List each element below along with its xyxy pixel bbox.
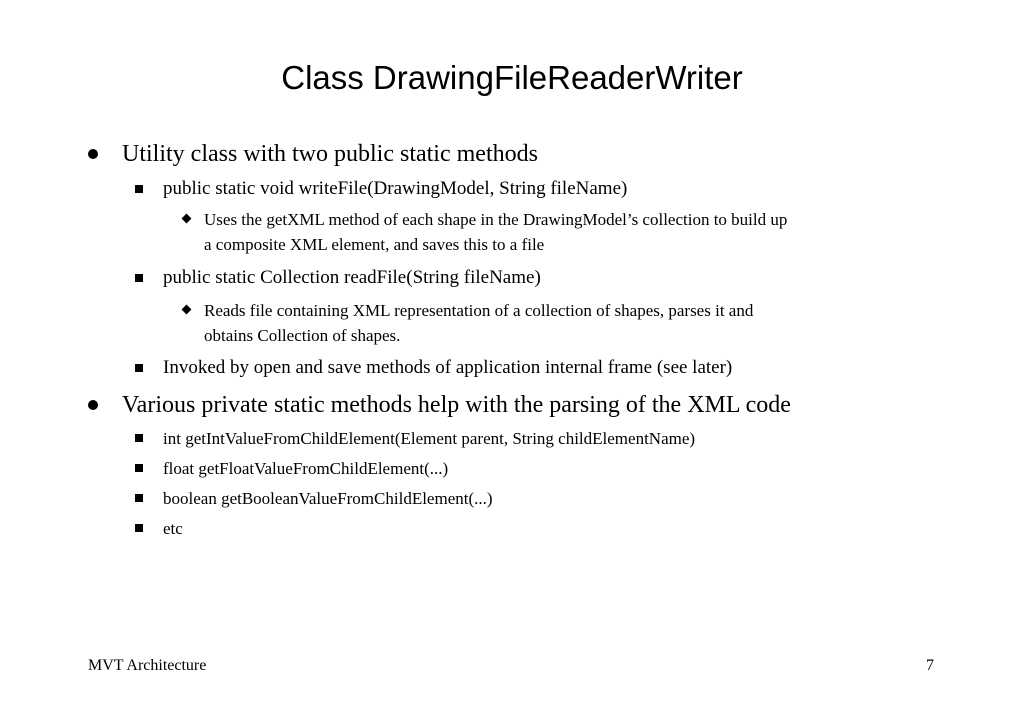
page-number: 7 <box>926 657 934 674</box>
diamond-bullet-icon <box>182 214 192 224</box>
bullet-get-float: float getFloatValueFromChildElement(...) <box>163 459 449 478</box>
bullet-read-file-detail-line2: obtains Collection of shapes. <box>204 326 401 345</box>
square-bullet-icon <box>135 464 143 472</box>
square-bullet-icon <box>135 494 143 502</box>
footer-title: MVT Architecture <box>88 657 207 674</box>
square-bullet-icon <box>135 434 143 442</box>
bullet-private-methods: Various private static methods help with the parsing of the XML code <box>122 392 791 418</box>
round-bullet-icon <box>88 149 98 159</box>
bullet-write-file: public static void writeFile(DrawingModel, String fileName) <box>163 178 628 199</box>
square-bullet-icon <box>135 524 143 532</box>
diamond-bullet-icon <box>182 305 192 315</box>
bullet-utility-class: Utility class with two public static methods <box>122 141 538 167</box>
bullet-invoked-by: Invoked by open and save methods of application internal frame (see later) <box>163 357 733 378</box>
round-bullet-icon <box>88 400 98 410</box>
bullet-get-int: int getIntValueFromChildElement(Element parent, String childElementName) <box>163 429 696 448</box>
bullet-get-boolean: boolean getBooleanValueFromChildElement(...) <box>163 489 493 508</box>
square-bullet-icon <box>135 364 143 372</box>
bullet-write-file-detail-line2: a composite XML element, and saves this to a file <box>204 235 545 254</box>
slide-title: Class DrawingFileReaderWriter <box>281 59 743 96</box>
square-bullet-icon <box>135 274 143 282</box>
square-bullet-icon <box>135 185 143 193</box>
bullet-read-file-detail-line1: Reads file containing XML representation of a collection of shapes, parses it and <box>204 301 754 320</box>
bullet-write-file-detail-line1: Uses the getXML method of each shape in the DrawingModel’s collection to build up <box>204 210 788 229</box>
bullet-etc: etc <box>163 519 183 538</box>
bullet-read-file: public static Collection readFile(String fileName) <box>163 267 541 288</box>
